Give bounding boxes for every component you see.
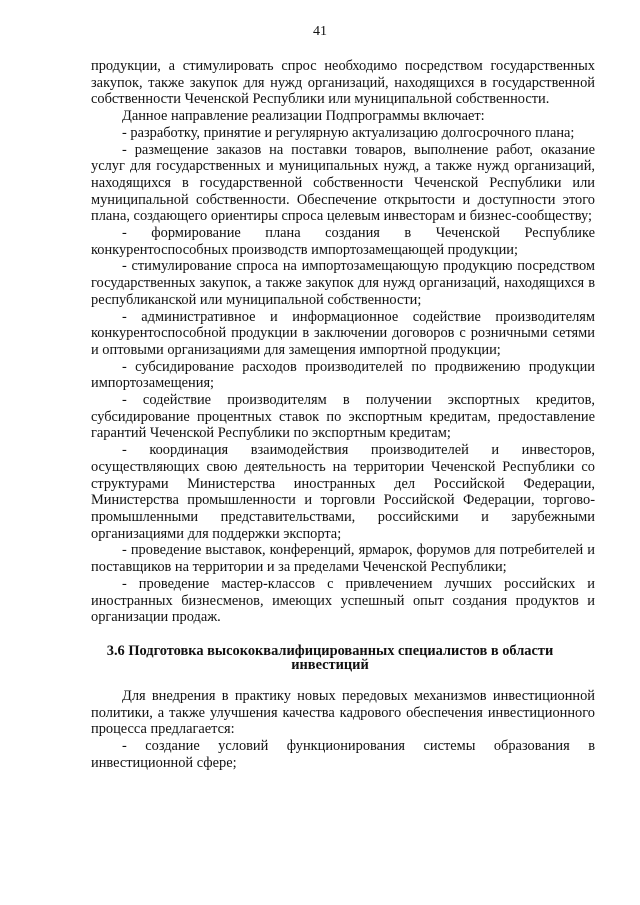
- list-item: - создание условий функционирования системы образования в инвестиционной сфере;: [91, 738, 595, 771]
- list-item: - стимулирование спроса на импортозамещающую продукцию посредством государственных закупок, а также закупок для нужд организаций, находящихся в республиканской или муниципальной собственности;: [91, 258, 595, 308]
- list-item: - размещение заказов на поставки товаров, выполнение работ, оказание услуг для государственных и муниципальных нужд, а также нужд организаций, находящихся в государственной собственности Чеченской Республики или муниципальной собственности. Обеспечение открытости и доступности этого плана, создающего ориентиры спроса целевым инвесторам и бизнес-сообществу;: [91, 141, 595, 225]
- list-item: - проведение выставок, конференций, ярмарок, форумов для потребителей и поставщиков на территории и за пределами Чеченской Республики;: [91, 542, 595, 576]
- paragraph: продукции, а стимулировать спрос необходимо посредством государственных закупок, также закупок для нужд организаций, находящихся в государственной собственности Чеченской Республики или муниципальной собственности.: [91, 58, 595, 108]
- list-item: - разработку, принятие и регулярную актуализацию долгосрочного плана;: [122, 124, 575, 141]
- paragraph: Для внедрения в практику новых передовых механизмов инвестиционной политики, а также улучшения качества кадрового обеспечения инвестиционного процесса предлагается:: [91, 687, 595, 738]
- list-item: - субсидирование расходов производителей по продвижению продукции импортозамещения;: [91, 358, 595, 392]
- page-number: 41: [313, 24, 327, 39]
- paragraph: Данное направление реализации Подпрограммы включает:: [122, 108, 485, 125]
- list-item: - проведение мастер-классов с привлечением лучших российских и иностранных бизнесменов, имеющих успешный опыт создания продуктов и организации продаж.: [91, 575, 595, 626]
- list-item: - формирование плана создания в Чеченской Республике конкурентоспособных производств импортозамещающей продукции;: [91, 225, 595, 258]
- list-item: - содействие производителям в получении экспортных кредитов, субсидирование процентных ставок по экспортным кредитам, предоставление гарантий Чеченской Республики по экспортным кредитам;: [91, 392, 595, 442]
- section-heading: 3.6 Подготовка высококвалифицированных специалистов в области инвестиций: [106, 642, 554, 673]
- list-item: - координация взаимодействия производителей и инвесторов, осуществляющих свою деятельность на территории Чеченской Республики со структурами Министерства иностранных дел Российской Федерации, Министерства промышленности и торговли Российской Федерации, торгово-промышленными представительствами, российскими и зарубежными организациями для поддержки экспорта;: [91, 442, 595, 542]
- document-body: [91, 58, 595, 771]
- list-item: - административное и информационное содействие производителям конкурентоспособной продукции в заключении договоров с розничными сетями и оптовыми организациями для замещения импортной продукции;: [91, 308, 595, 358]
